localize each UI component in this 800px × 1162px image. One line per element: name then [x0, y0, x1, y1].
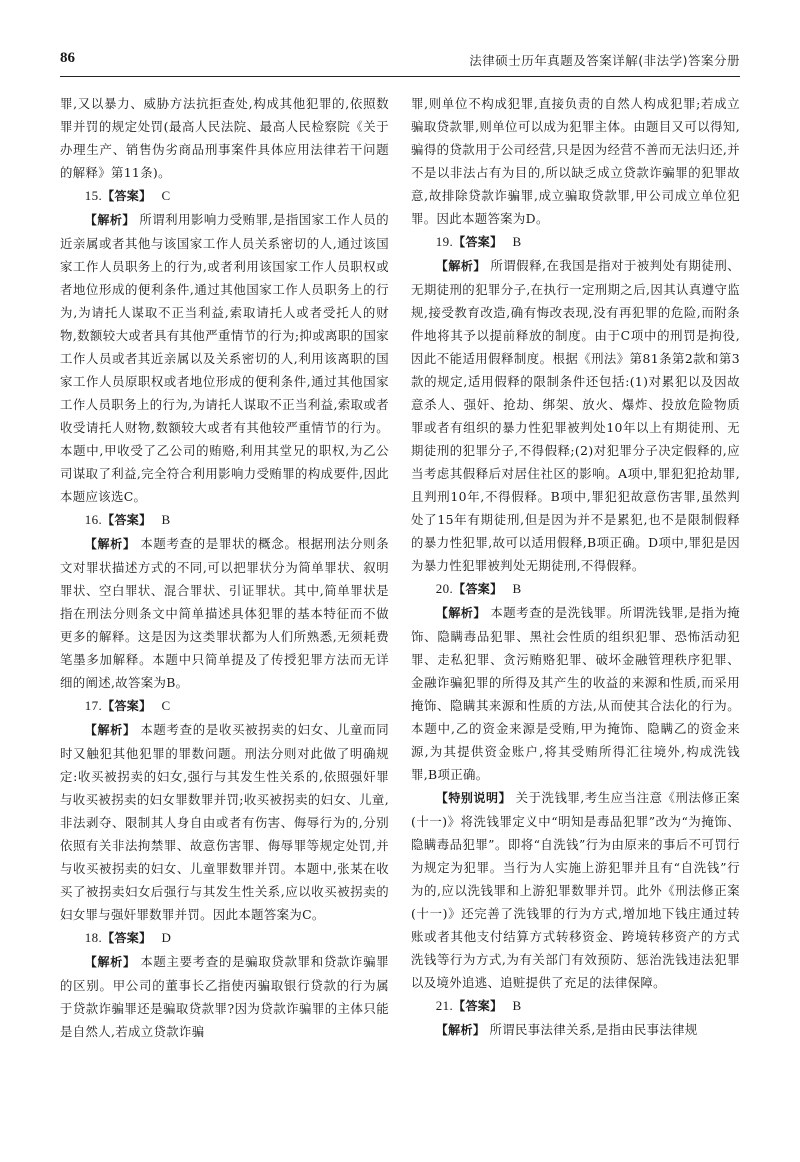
analysis-paragraph-19	[411, 254, 740, 577]
answer-value: B	[512, 998, 522, 1013]
analysis-tag: 【解析】	[435, 259, 486, 273]
question-number: 15.	[84, 188, 103, 203]
analysis-tag: 【解析】	[84, 955, 136, 969]
answer-line-18	[60, 926, 389, 950]
answer-line-19	[411, 230, 740, 254]
analysis-text: 本题考查的是罪状的概念。根据刑法分则条文对罪状描述方式的不同,可以把罪状分为简单罪状、叙明罪状、空白罪状、混合罪状、引证罪状。其中,简单罪状是指在刑法分则条文中简单描述具体犯罪的基本特征而不做更多的解释。这是因为这类罪状都为人们所熟悉,无须耗费笔墨多加解释。本题中只简单提及了传授犯罪方法而无详细的阐述,故答案为B。	[60, 536, 389, 690]
answer-tag: 【答案】	[102, 189, 152, 203]
body-columns	[60, 92, 740, 1043]
answer-tag: 【答案】	[102, 699, 152, 713]
analysis-tag: 【解析】	[435, 606, 486, 620]
answer-tag: 【答案】	[102, 931, 152, 945]
right-column	[411, 92, 740, 1043]
page-header	[60, 48, 740, 77]
analysis-paragraph-21	[411, 1018, 740, 1042]
answer-tag: 【答案】	[453, 999, 503, 1013]
analysis-tag: 【解析】	[435, 1023, 486, 1037]
analysis-paragraph-16	[60, 532, 389, 694]
analysis-tag: 【解析】	[84, 213, 135, 227]
answer-line-20	[411, 577, 740, 601]
analysis-text: 所谓假释,在我国是指对于被判处有期徒刑、无期徒刑的犯罪分子,在执行一定刑期之后,因其认真遵守监规,接受教育改造,确有悔改表现,没有再犯罪的危险,而附条件地将其予以提前释放的制度。由于C项中的刑罚是拘役,因此不能适用假释制度。根据《刑法》第81条第2款和第3款的规定,适用假释的限制条件还包括:(1)对累犯以及因故意杀人、强奸、抢劫、绑架、放火、爆炸、投放危险物质罪或者有组织的暴力性犯罪被判处10年以上有期徒刑、无期徒刑的犯罪分子,不得假释;(2)对犯罪分子决定假释的,应当考虑其假释后对居住社区的影响。A项中,罪犯犯抢劫罪,且判刑10年,不得假释。B项中,罪犯犯故意伤害罪,虽然判处了15年有期徒刑,但是因为并不是累犯,也不是限制假释的暴力性犯罪,故可以适用假释,B项正确。D项中,罪犯是因为暴力性犯罪被判处无期徒刑,不得假释。	[411, 258, 740, 573]
answer-line-21	[411, 994, 740, 1018]
question-number: 16.	[84, 512, 103, 527]
special-note-tag: 【特别说明】	[435, 791, 512, 805]
answer-tag: 【答案】	[453, 582, 503, 596]
answer-value: C	[161, 698, 171, 713]
answer-line-16	[60, 508, 389, 532]
answer-value: B	[512, 234, 522, 249]
question-number: 19.	[435, 234, 454, 249]
answer-value: C	[161, 188, 171, 203]
question-number: 18.	[84, 930, 103, 945]
question-number: 17.	[84, 698, 103, 713]
answer-value: B	[161, 512, 171, 527]
page-number: 86	[60, 50, 75, 66]
continuation-paragraph: 罪,又以暴力、威胁方法抗拒查处,构成其他犯罪的,依照数罪并罚的规定处罚(最高人民法院、最高人民检察院《关于办理生产、销售伪劣商品刑事案件具体应用法律若干问题的解释》第11条)。	[60, 96, 389, 180]
analysis-paragraph-18	[60, 950, 389, 1043]
answer-tag: 【答案】	[102, 513, 152, 527]
analysis-tag: 【解析】	[84, 723, 136, 737]
special-note-text: 关于洗钱罪,考生应当注意《刑法修正案(十一)》将洗钱罪定义中“明知是毒品犯罪”改为“为掩饰、隐瞒毒品犯罪”。即将“自洗钱”行为由原来的事后不可罚行为规定为犯罪。当行为人实施上游犯罪并且有“自洗钱”行为的,应以洗钱罪和上游犯罪数罪并罚。此外《刑法修正案(十一)》还完善了洗钱罪的行为方式,增加地下钱庄通过转账或者其他支付结算方式转移资金、跨境转移资产的方式洗钱等行为方式,为有关部门有效预防、惩治洗钱违法犯罪以及境外追逃、追赃提供了充足的法律保障。	[411, 790, 740, 990]
question-number: 20.	[435, 581, 454, 596]
analysis-paragraph-15	[60, 208, 389, 508]
analysis-tag: 【解析】	[84, 537, 136, 551]
running-title: 法律硕士历年真题及答案详解(非法学)答案分册	[469, 53, 740, 68]
analysis-text: 所谓民事法律关系,是指由民事法律规	[489, 1022, 698, 1037]
answer-tag: 【答案】	[453, 235, 503, 249]
continuation-paragraph: 罪,则单位不构成犯罪,直接负责的自然人构成犯罪;若成立骗取贷款罪,则单位可以成为犯罪主体。由题目又可以得知,骗得的贷款用于公司经营,只是因为经营不善而无法归还,并不是以非法占有为目的,所以缺乏成立贷款诈骗罪的犯罪故意,故排除贷款诈骗罪,成立骗取贷款罪,甲公司成立单位犯罪。因此本题答案为D。	[411, 96, 740, 226]
answer-line-15	[60, 184, 389, 208]
analysis-text: 本题考查的是洗钱罪。所谓洗钱罪,是指为掩饰、隐瞒毒品犯罪、黑社会性质的组织犯罪、恐怖活动犯罪、走私犯罪、贪污贿赂犯罪、破坏金融管理秩序犯罪、金融诈骗犯罪的所得及其产生的收益的来源和性质,而采用掩饰、隐瞒其来源和性质的方法,从而使其合法化的行为。本题中,乙的资金来源是受贿,甲为掩饰、隐瞒乙的资金来源,为其提供资金账户,将其受贿所得汇往境外,构成洗钱罪,B项正确。	[411, 605, 740, 782]
analysis-text: 本题主要考查的是骗取贷款罪和贷款诈骗罪的区别。甲公司的董事长乙指使丙骗取银行贷款的行为属于贷款诈骗罪还是骗取贷款罪?因为贷款诈骗罪的主体只能是自然人,若成立贷款诈骗	[60, 954, 389, 1039]
special-note-paragraph-20	[411, 786, 740, 994]
analysis-paragraph-17	[60, 718, 389, 926]
analysis-paragraph-20	[411, 601, 740, 786]
answer-value: B	[512, 581, 522, 596]
question-number: 21.	[435, 998, 454, 1013]
analysis-text: 本题考查的是收买被拐卖的妇女、儿童而同时又触犯其他犯罪的罪数问题。刑法分则对此做了明确规定:收买被拐卖的妇女,强行与其发生性关系的,依照强奸罪与收买被拐卖的妇女罪数罪并罚;收买被拐卖的妇女、儿童,非法剥夺、限制其人身自由或者有伤害、侮辱行为的,分别依照有关非法拘禁罪、故意伤害罪、侮辱罪等规定处罚,并与收买被拐卖的妇女、儿童罪数罪并罚。本题中,张某在收买了被拐卖妇女后强行与其发生性关系,应以收买被拐卖的妇女罪与强奸罪数罪并罚。因此本题答案为C。	[60, 722, 389, 922]
analysis-text: 所谓利用影响力受贿罪,是指国家工作人员的近亲属或者其他与该国家工作人员关系密切的人,通过该国家工作人员职务上的行为,或者利用该国家工作人员职权或者地位形成的便利条件,通过其他国家工作人员职务上的行为,为请托人谋取不正当利益,索取请托人或者受托人的财物,数额较大或者具有其他严重情节的行为;抑或离职的国家工作人员或者其近亲属以及关系密切的人,利用该离职的国家工作人员原职权或者地位形成的便利条件,通过其他国家工作人员职务上的行为,为请托人谋取不正当利益,索取或者收受请托人财物,数额较大或者有其他较严重情节的行为。本题中,甲收受了乙公司的贿赂,利用其堂兄的职权,为乙公司谋取了利益,完全符合利用影响力受贿罪的构成要件,因此本题应该选C。	[60, 212, 389, 504]
answer-value: D	[161, 930, 172, 945]
left-column	[60, 92, 389, 1043]
answer-line-17	[60, 694, 389, 718]
